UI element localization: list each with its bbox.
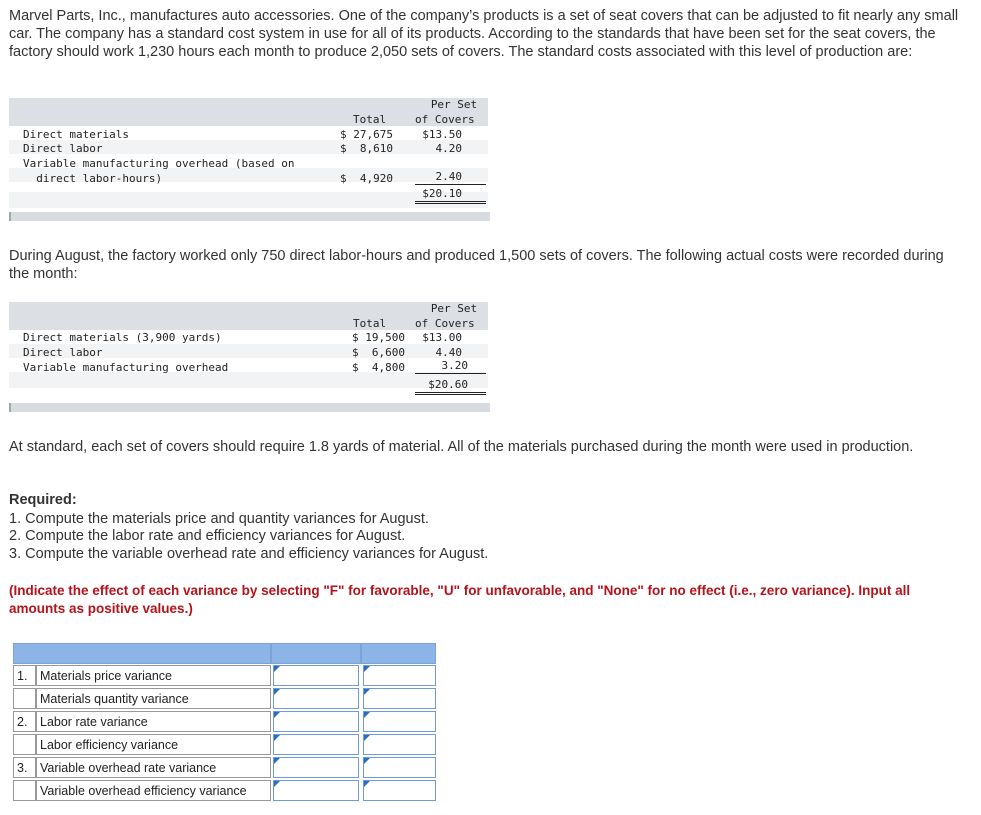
row-label: Materials price variance	[36, 665, 271, 686]
effect-select[interactable]	[363, 665, 436, 686]
effect-select[interactable]	[363, 757, 436, 778]
row-label: Variable manufacturing overhead	[23, 361, 229, 374]
row-number	[13, 688, 36, 709]
header-effect-cell	[361, 643, 436, 664]
row-label: Direct labor	[23, 346, 103, 359]
row-label: Variable overhead rate variance	[36, 757, 271, 778]
per-set-total: $20.60	[415, 378, 486, 395]
header-per-set: Per Set	[430, 302, 478, 315]
per-set-total: $20.10	[415, 187, 486, 204]
effect-select[interactable]	[363, 780, 436, 801]
row-label: Direct materials	[23, 128, 129, 141]
row-label: Labor efficiency variance	[36, 734, 271, 755]
required-heading: Required:	[9, 492, 77, 508]
row-number	[13, 780, 36, 801]
required-item-1: 1. Compute the materials price and quantity variances for August.	[9, 511, 429, 527]
row-per-set: 4.40	[435, 346, 462, 359]
row-label: Direct labor	[23, 142, 103, 155]
row-number: 3.	[13, 757, 36, 778]
header-total: Total	[353, 317, 387, 330]
row-label: Direct materials (3,900 yards)	[23, 331, 222, 344]
header-per-set: Per Set	[430, 98, 478, 111]
amount-input[interactable]	[273, 665, 359, 686]
required-item-2: 2. Compute the labor rate and efficiency variances for August.	[9, 528, 406, 544]
row-total: $ 4,800	[352, 361, 405, 374]
amount-input[interactable]	[273, 688, 359, 709]
header-amount-cell	[271, 643, 361, 664]
amount-input[interactable]	[273, 711, 359, 732]
row-label: Materials quantity variance	[36, 688, 271, 709]
row-label: Variable overhead efficiency variance	[36, 780, 271, 801]
row-number: 1.	[13, 665, 36, 686]
required-item-3: 3. Compute the variable overhead rate and efficiency variances for August.	[9, 546, 489, 562]
standard-paragraph: At standard, each set of covers should require 1.8 yards of material. All of the materials purchased during the month were used in production.	[9, 439, 914, 455]
header-label-cell	[13, 643, 271, 664]
august-paragraph: During August, the factory worked only 750 direct labor-hours and produced 1,500 sets of covers. The following actual costs were recorded during the month:	[9, 248, 944, 282]
row-total: $ 8,610	[340, 142, 393, 155]
row-label: Variable manufacturing overhead (based on	[23, 157, 295, 170]
effect-select[interactable]	[363, 688, 436, 709]
actual-cost-table	[9, 302, 488, 414]
intro-paragraph: Marvel Parts, Inc., manufactures auto accessories. One of the company’s products is a set of seat covers that can be adjusted to fit nearly any small car. The company has a standard cost system in use for all of its products. According to the standards that have been set for the seat covers, the factory should work 1,230 hours each month to produce 2,050 sets of covers. The standard costs associated with this level of production are:	[9, 8, 959, 60]
row-total: $ 19,500	[352, 331, 405, 344]
amount-input[interactable]	[273, 757, 359, 778]
standard-cost-table	[9, 98, 488, 222]
row-number	[13, 734, 36, 755]
row-per-set: 4.20	[435, 142, 462, 155]
amount-input[interactable]	[273, 780, 359, 801]
header-of-covers: of Covers	[415, 113, 475, 126]
row-per-set: 3.20	[415, 359, 486, 374]
header-of-covers: of Covers	[415, 317, 475, 330]
row-label-cont: direct labor-hours)	[23, 172, 163, 185]
effect-select[interactable]	[363, 734, 436, 755]
header-total: Total	[353, 113, 387, 126]
row-total: $ 27,675	[340, 128, 393, 141]
row-per-set: 2.40	[415, 170, 486, 185]
row-total: $ 6,600	[352, 346, 405, 359]
row-label: Labor rate variance	[36, 711, 271, 732]
instruction-text: (Indicate the effect of each variance by selecting "F" for favorable, "U" for unfavorable, and "None" for no effect (i.e., zero variance). Input all amounts as positive values.)	[9, 583, 911, 616]
row-total: $ 4,920	[340, 172, 393, 185]
row-per-set: $13.00	[422, 331, 462, 344]
row-number: 2.	[13, 711, 36, 732]
effect-select[interactable]	[363, 711, 436, 732]
amount-input[interactable]	[273, 734, 359, 755]
row-per-set: $13.50	[422, 128, 462, 141]
